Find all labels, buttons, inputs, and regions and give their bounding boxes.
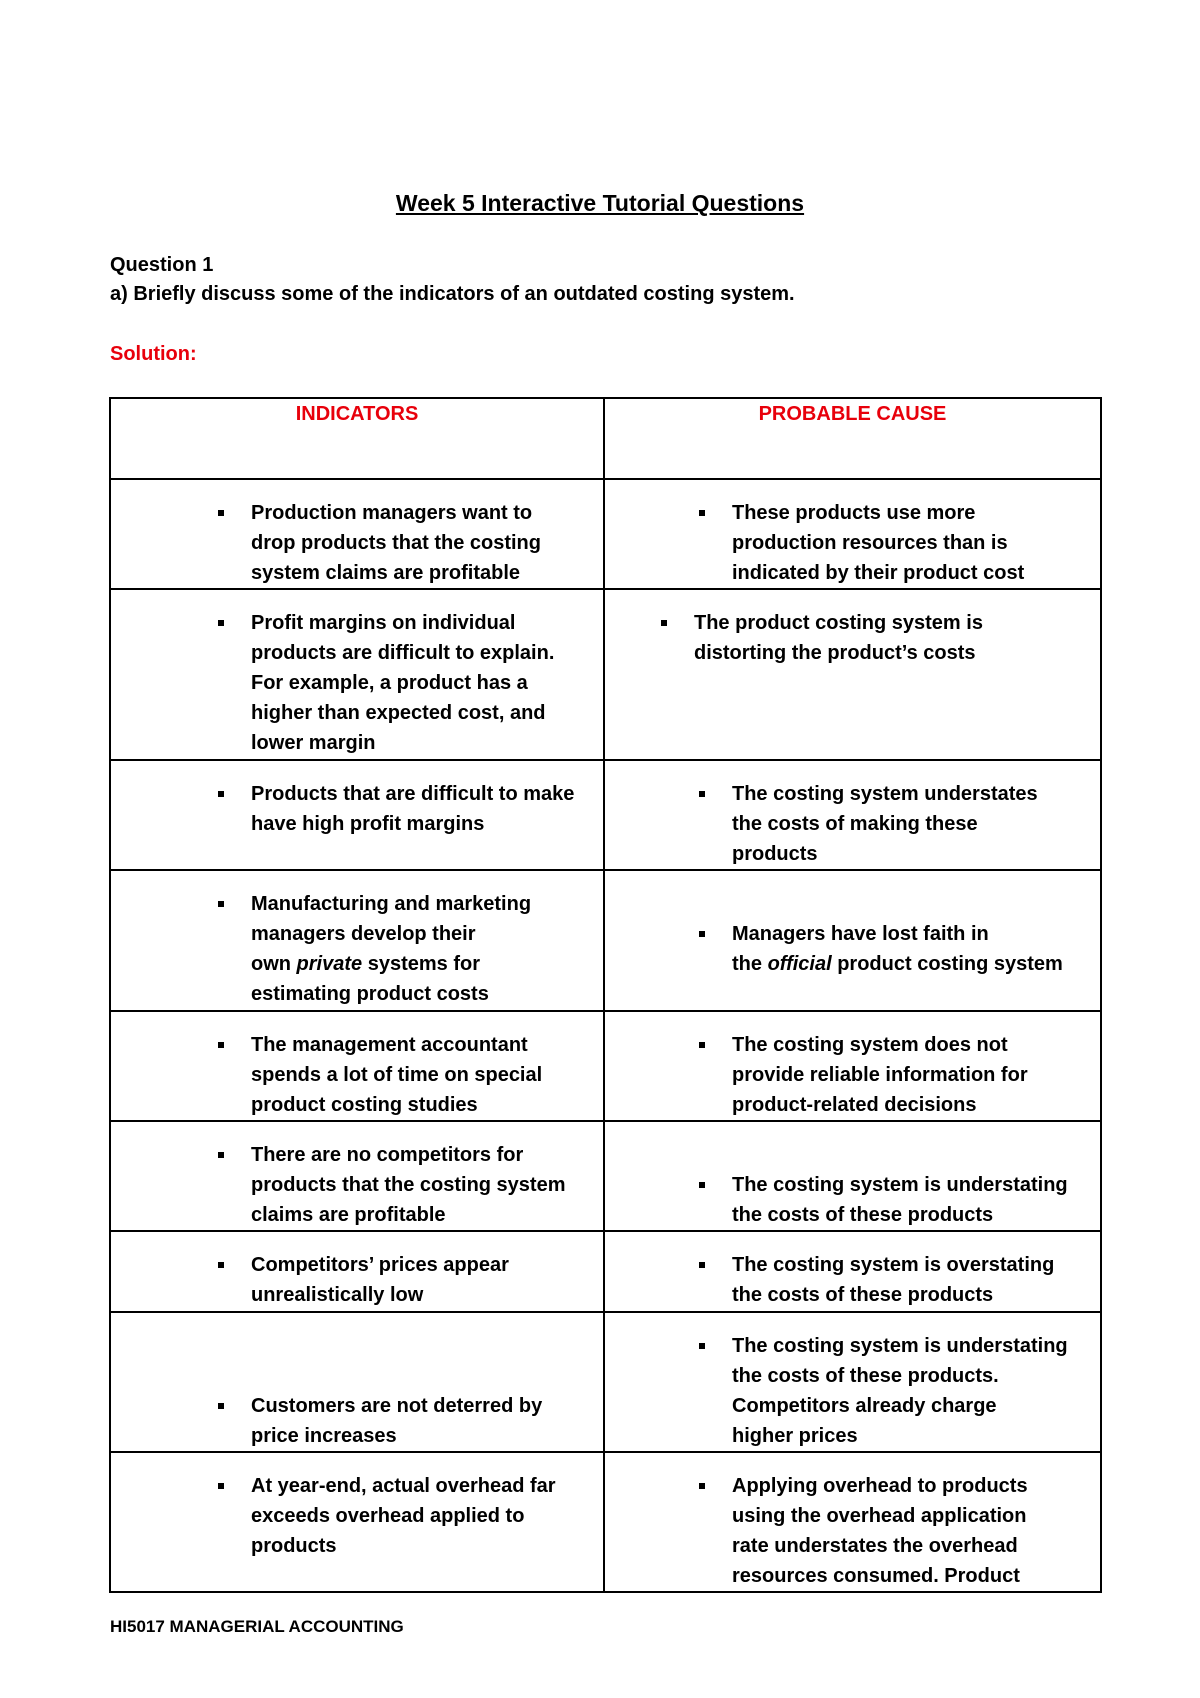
line: managers develop their [251, 923, 476, 945]
text-official-emphasis: official [767, 953, 832, 975]
line: Applying overhead to products [732, 1475, 1028, 1497]
line: product-related decisions [732, 1094, 977, 1116]
indicator-cell [110, 1452, 604, 1592]
line: Production managers want to [251, 502, 533, 524]
header-probable-cause: PROBABLE CAUSE [604, 398, 1101, 479]
line: have high profit margins [251, 813, 485, 835]
bullet-icon [699, 1262, 705, 1268]
cause-cell [604, 1011, 1101, 1121]
line: There are no competitors for [251, 1144, 524, 1166]
text-systems-for: systems for [362, 953, 480, 975]
line: rate understates the overhead [732, 1535, 1018, 1557]
text-product-costing-system: product costing system [831, 953, 1063, 975]
bullet-icon [218, 1262, 224, 1268]
line: exceeds overhead applied to [251, 1505, 525, 1527]
table-row [110, 1011, 1101, 1121]
line: unrealistically low [251, 1284, 424, 1306]
line: higher than expected cost, and [251, 702, 546, 724]
cause-cell [604, 870, 1101, 1011]
cause-cell [604, 479, 1101, 589]
cause-cell [604, 1312, 1101, 1452]
indicator-cell [110, 760, 604, 870]
line: For example, a product has a [251, 672, 528, 694]
bullet-icon [699, 791, 705, 797]
bullet-icon [218, 791, 224, 797]
indicator-cell [110, 1011, 604, 1121]
line: Competitors already charge [732, 1395, 997, 1417]
line: price increases [251, 1425, 397, 1447]
line: the costs of these products. [732, 1365, 999, 1387]
line: higher prices [732, 1425, 858, 1447]
page-title: Week 5 Interactive Tutorial Questions [395, 190, 805, 216]
cause-cell [604, 760, 1101, 870]
line: the costs of these products [732, 1204, 994, 1226]
bullet-icon [218, 620, 224, 626]
line: claims are profitable [251, 1204, 446, 1226]
cause-cell [604, 1452, 1101, 1592]
line: Profit margins on individual [251, 612, 516, 634]
line: The costing system is understating [732, 1174, 1068, 1196]
bullet-icon [699, 1483, 705, 1489]
table-row [110, 1452, 1101, 1592]
bullet-icon [699, 1042, 705, 1048]
line: The costing system is understating [732, 1335, 1068, 1357]
line: system claims are profitable [251, 562, 521, 584]
line: These products use more [732, 502, 976, 524]
line: distorting the product’s costs [694, 642, 976, 664]
line: The management accountant [251, 1034, 528, 1056]
text-the: the [732, 953, 768, 975]
bullet-icon [699, 510, 705, 516]
line: Products that are difficult to make [251, 783, 575, 805]
table-row [110, 589, 1101, 760]
line: product costing studies [251, 1094, 478, 1116]
indicator-cell [110, 1231, 604, 1312]
indicators-table [109, 397, 1102, 1593]
line [732, 949, 1088, 979]
page-footer: HI5017 MANAGERIAL ACCOUNTING [110, 1617, 404, 1636]
indicator-cell [110, 589, 604, 760]
bullet-icon [218, 1403, 224, 1409]
line: The costing system understates [732, 783, 1038, 805]
bullet-icon [699, 931, 705, 937]
line: products [732, 843, 818, 865]
table-row [110, 479, 1101, 589]
line: the costs of making these [732, 813, 978, 835]
line: Manufacturing and marketing [251, 893, 532, 915]
cause-cell [604, 1231, 1101, 1312]
indicator-cell [110, 870, 604, 1011]
cause-cell [604, 589, 1101, 760]
line: Customers are not deterred by [251, 1395, 543, 1417]
question-label: Question 1 [110, 254, 214, 276]
table-row [110, 1231, 1101, 1312]
bullet-icon [218, 1483, 224, 1489]
table-row [110, 760, 1101, 870]
indicator-cell [110, 1121, 604, 1231]
header-indicators: INDICATORS [110, 398, 604, 479]
line: estimating product costs [251, 983, 489, 1005]
line: The costing system is overstating [732, 1254, 1055, 1276]
line: production resources than is [732, 532, 1008, 554]
line: using the overhead application [732, 1505, 1027, 1527]
bullet-icon [218, 901, 224, 907]
cause-cell [604, 1121, 1101, 1231]
line: indicated by their product cost [732, 562, 1025, 584]
bullet-icon [699, 1343, 705, 1349]
indicator-cell [110, 479, 604, 589]
line: Competitors’ prices appear [251, 1254, 509, 1276]
table-row [110, 1121, 1101, 1231]
bullet-icon [218, 1042, 224, 1048]
line: the costs of these products [732, 1284, 994, 1306]
solution-label: Solution: [110, 343, 197, 365]
bullet-icon [218, 510, 224, 516]
indicator-cell [110, 1312, 604, 1452]
table-header-row [110, 398, 1101, 479]
bullet-icon [661, 620, 667, 626]
line: spends a lot of time on special [251, 1064, 543, 1086]
line [251, 949, 591, 979]
text-own: own [251, 953, 297, 975]
bullet-icon [218, 1152, 224, 1158]
line: lower margin [251, 732, 376, 754]
line: products [251, 1535, 337, 1557]
line: products that the costing system [251, 1174, 566, 1196]
line: drop products that the costing [251, 532, 541, 554]
table-row [110, 870, 1101, 1011]
line: At year-end, actual overhead far [251, 1475, 556, 1497]
bullet-icon [699, 1182, 705, 1188]
line: The product costing system is [694, 612, 983, 634]
line: Managers have lost faith in [732, 923, 989, 945]
table-row [110, 1312, 1101, 1452]
question-text: a) Briefly discuss some of the indicators of an outdated costing system. [110, 283, 795, 305]
line: The costing system does not [732, 1034, 1008, 1056]
text-private-emphasis: private [296, 953, 363, 975]
line: provide reliable information for [732, 1064, 1028, 1086]
line: resources consumed. Product [732, 1565, 1020, 1587]
line: products are difficult to explain. [251, 642, 555, 664]
